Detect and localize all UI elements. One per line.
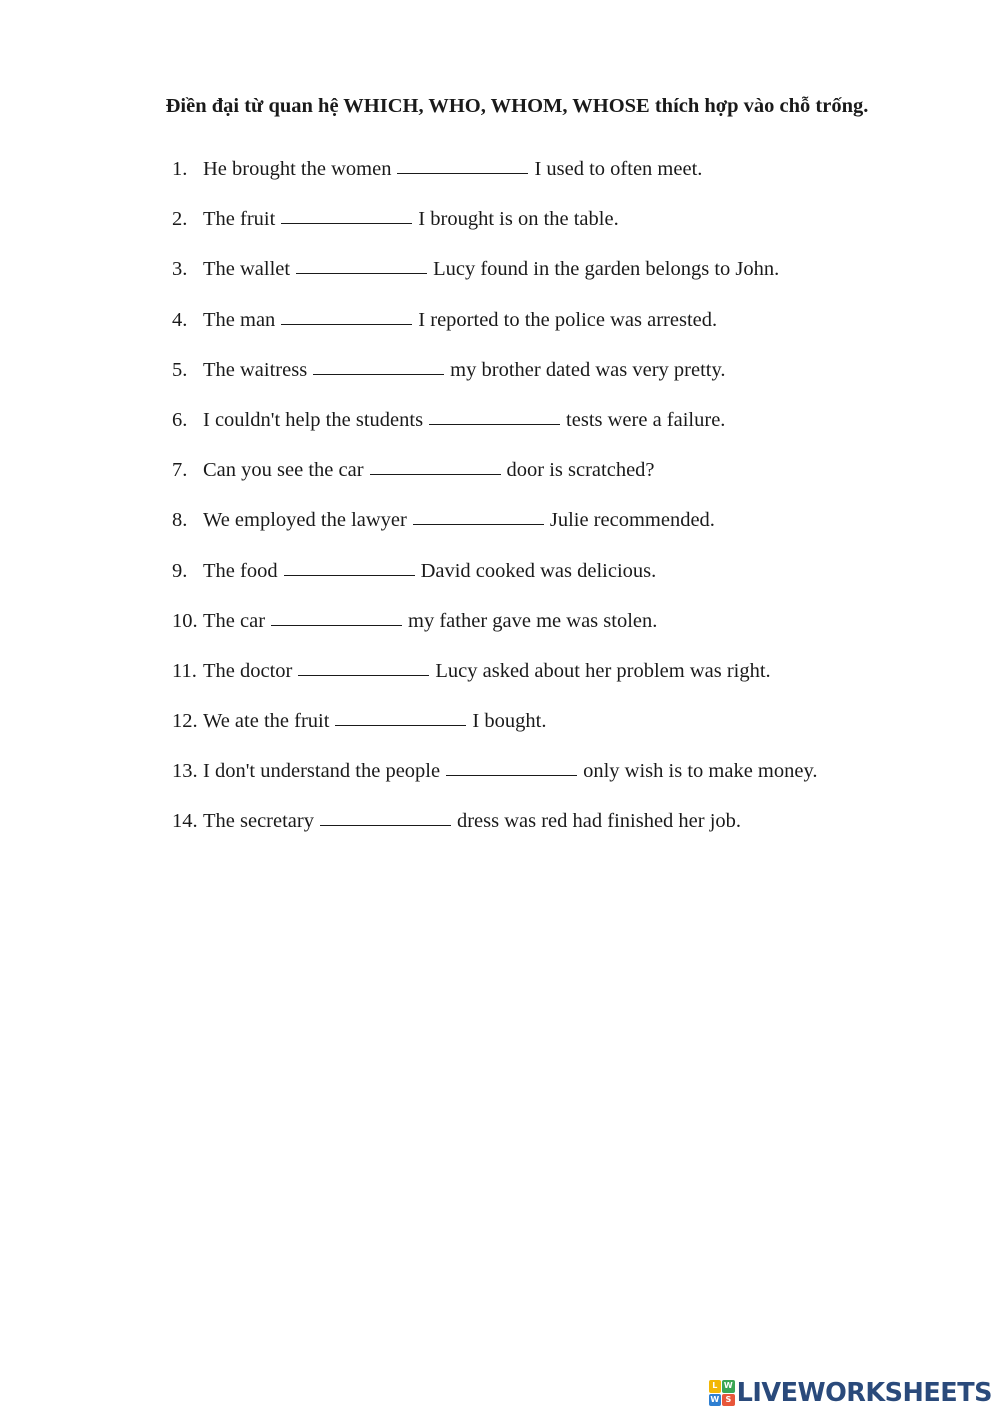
question-text [203, 152, 702, 202]
answer-blank[interactable] [281, 201, 412, 224]
question-text-before: The man [203, 308, 276, 331]
question-text-before: Can you see the car [203, 459, 364, 482]
question-text-after: dress was red had finished her job. [456, 810, 742, 833]
liveworksheets-brand [709, 1376, 992, 1410]
question-item [172, 554, 818, 604]
answer-blank[interactable] [397, 151, 528, 174]
question-text-after: my father gave me was stolen. [408, 609, 658, 632]
question-text-after: I used to often meet. [534, 158, 703, 180]
question-text [203, 754, 818, 804]
question-text-before: He brought the women [203, 158, 392, 180]
question-text-after: I brought is on the table. [418, 208, 619, 231]
question-item [172, 754, 818, 804]
question-text [203, 654, 771, 704]
question-text [203, 453, 655, 503]
question-item [172, 353, 818, 403]
question-text-before: The car [203, 609, 266, 632]
question-number: 9. [172, 559, 188, 582]
question-item [172, 252, 818, 302]
question-item [172, 654, 818, 704]
question-list [172, 152, 818, 855]
question-text-after: Julie recommended. [549, 509, 715, 532]
question-text-after: only wish is to make money. [583, 760, 818, 783]
question-text [203, 252, 779, 302]
brand-name: LIVEWORKSHEETS [736, 1378, 992, 1408]
answer-blank[interactable] [271, 603, 402, 626]
question-item [172, 704, 818, 754]
question-text-before: The food [203, 559, 278, 582]
question-text [203, 554, 656, 604]
answer-blank[interactable] [296, 251, 427, 274]
answer-blank[interactable] [446, 753, 577, 776]
question-text-before: I couldn't help the students [203, 408, 424, 431]
question-number: 7. [172, 459, 188, 482]
answer-blank[interactable] [413, 502, 544, 525]
worksheet-title: Điền đại từ quan hệ WHICH, WHO, WHOM, WHOSE thích hợp vào chỗ trống. [165, 95, 869, 117]
question-text [203, 604, 657, 654]
question-text [203, 202, 619, 252]
question-text-before: We employed the lawyer [203, 509, 407, 532]
question-text [203, 353, 726, 403]
question-number: 4. [172, 308, 188, 331]
question-number: 6. [172, 408, 188, 431]
question-text-after: my brother dated was very pretty. [450, 358, 726, 381]
answer-blank[interactable] [335, 703, 466, 726]
logo-tile: W [722, 1380, 735, 1393]
question-item [172, 453, 818, 503]
answer-blank[interactable] [298, 653, 429, 676]
question-text [203, 804, 741, 854]
answer-blank[interactable] [429, 402, 560, 425]
question-number: 2. [172, 208, 188, 231]
question-item [172, 152, 818, 202]
question-text-before: We ate the fruit [203, 710, 330, 733]
question-text-before: The secretary [203, 810, 314, 833]
question-text [203, 704, 546, 754]
question-item [172, 604, 818, 654]
question-text-before: The fruit [203, 208, 276, 231]
question-item [172, 503, 818, 553]
answer-blank[interactable] [370, 452, 501, 475]
question-item [172, 202, 818, 252]
question-number: 5. [172, 358, 188, 381]
logo-tile: L [709, 1380, 722, 1393]
question-text-after: door is scratched? [506, 459, 655, 482]
question-text-before: The doctor [203, 659, 293, 682]
answer-blank[interactable] [320, 803, 451, 826]
question-text [203, 503, 715, 553]
question-text-after: tests were a failure. [566, 408, 726, 431]
logo-tile: S [722, 1394, 735, 1407]
question-number: 13. [172, 760, 198, 783]
question-item [172, 403, 818, 453]
answer-blank[interactable] [284, 553, 415, 576]
question-number: 1. [172, 158, 188, 180]
question-text-after: Lucy asked about her problem was right. [435, 659, 771, 682]
question-text-after: David cooked was delicious. [420, 559, 657, 582]
question-item [172, 303, 818, 353]
question-number: 11. [172, 659, 197, 682]
question-text [203, 403, 725, 453]
question-number: 10. [172, 609, 198, 632]
question-number: 14. [172, 810, 198, 833]
question-number: 8. [172, 509, 188, 532]
question-number: 12. [172, 710, 198, 733]
answer-blank[interactable] [313, 352, 444, 375]
answer-blank[interactable] [281, 302, 412, 325]
liveworksheets-logo-icon [709, 1380, 735, 1406]
question-text [203, 303, 717, 353]
question-text-after: I reported to the police was arrested. [418, 308, 718, 331]
question-text-before: The wallet [203, 258, 291, 281]
question-number: 3. [172, 258, 188, 281]
question-item [172, 804, 818, 854]
question-text-after: I bought. [472, 710, 547, 733]
question-text-before: The waitress [203, 358, 308, 381]
question-text-after: Lucy found in the garden belongs to John. [433, 258, 780, 281]
logo-tile: W [709, 1394, 722, 1407]
question-text-before: I don't understand the people [203, 760, 441, 783]
